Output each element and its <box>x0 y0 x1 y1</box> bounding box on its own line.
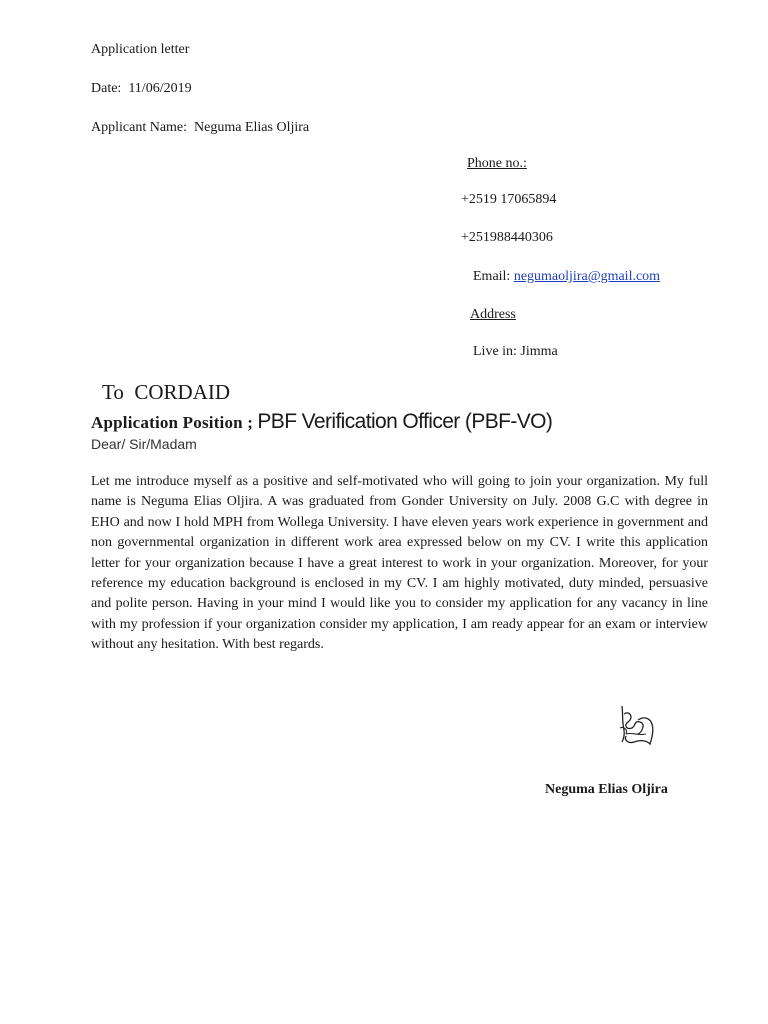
position-title: PBF Verification Officer (PBF-VO) <box>257 410 553 433</box>
recipient-org: CORDAID <box>134 380 231 404</box>
address-label: Address <box>470 307 516 322</box>
date-line <box>91 81 192 97</box>
position-line <box>91 411 552 434</box>
phone-number-2: +251988440306 <box>461 230 553 245</box>
to-word: To <box>102 380 124 404</box>
date-value: 11/06/2019 <box>128 81 192 96</box>
signatory-name: Neguma Elias Oljira <box>545 782 668 797</box>
email-link[interactable]: negumaoljira@gmail.com <box>513 269 661 284</box>
recipient-line <box>102 380 230 404</box>
phone-number-1: +2519 17065894 <box>461 192 557 207</box>
salutation: Dear/ Sir/Madam <box>91 436 197 452</box>
applicant-name: Neguma Elias Oljira <box>194 120 310 135</box>
applicant-line <box>91 120 309 136</box>
applicant-label: Applicant Name: <box>91 120 188 135</box>
address-value: Live in: Jimma <box>473 344 558 359</box>
position-label: Application Position ; <box>91 413 254 432</box>
date-label: Date: <box>91 81 122 96</box>
email-label: Email: <box>473 269 511 284</box>
email-line <box>473 269 660 285</box>
signature-icon <box>616 700 660 748</box>
letter-body: Let me introduce myself as a positive and self-motivated who will going to join your organization. My full name is Neguma Elias Oljira. A was graduated from Gonder University on July. 2008 G.C with degree in EHO and now I hold MPH from Wollega University. I have eleven years work experience in government and non governmental organization in different work area expressed below on my CV. I write this application letter for your organization because I have a great interest to work in your organization. Moreover, for your reference my education background is enclosed in my CV. I am highly motivated, duty minded, persuasive and polite person. Having in your mind I would like you to consider my application for any vacancy in line with my profession if your organization consider my application, I am ready appear for an exam or interview without any hesitation. With best regards. <box>91 474 708 653</box>
letter-title: Application letter <box>91 42 190 57</box>
phone-label: Phone no.: <box>467 156 527 171</box>
